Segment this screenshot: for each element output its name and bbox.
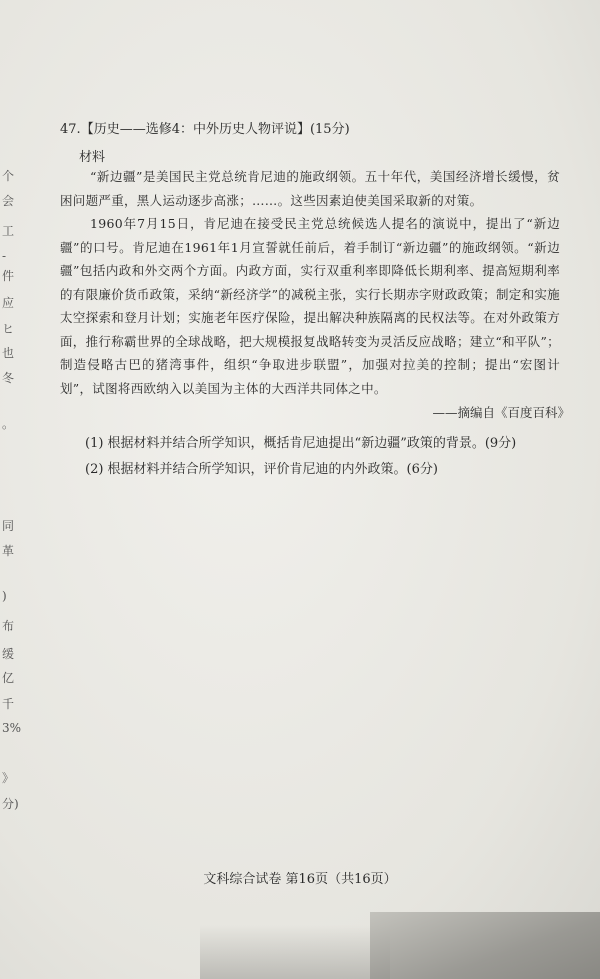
- sub-question-1: (1) 根据材料并结合所学知识，概括肯尼迪提出“新边疆”政策的背景。(9分): [85, 436, 517, 451]
- page-footer: 文科综合试卷 第16页（共16页）: [203, 872, 397, 887]
- edge-fragment: 布: [2, 619, 15, 633]
- material-source: ——摘编自《百度百科》: [432, 405, 570, 420]
- scan-shadow: [200, 925, 390, 979]
- edge-fragment: 也: [2, 346, 15, 360]
- question-number: 47.: [60, 122, 81, 137]
- edge-fragment: 分): [2, 797, 19, 811]
- material-label: 材料: [79, 150, 106, 165]
- edge-fragment: 同: [2, 519, 15, 533]
- edge-fragment: ヒ: [2, 322, 15, 336]
- edge-fragment: 会: [2, 194, 15, 208]
- question-header: [60, 118, 350, 137]
- edge-fragment: 冬: [2, 371, 15, 385]
- edge-fragment: 缓: [2, 647, 15, 661]
- edge-fragment: -: [2, 249, 7, 263]
- edge-fragment: 3%: [2, 721, 22, 735]
- sub-question-2: (2) 根据材料并结合所学知识，评价肯尼迪的内外政策。(6分): [85, 462, 438, 477]
- scan-shadow-corner: [370, 912, 600, 979]
- material-paragraph-1: “新边疆”是美国民主党总统肯尼迪的施政纲领。五十年代，美国经济增长缓慢，贫困问题严重，黑人运动逐步高涨；……。这些因素迫使美国采取新的对策。: [60, 169, 560, 208]
- edge-fragment: 革: [2, 544, 15, 558]
- edge-fragment: 件: [2, 269, 15, 283]
- edge-fragment: 应: [2, 296, 15, 310]
- edge-fragment: ): [2, 589, 7, 603]
- edge-fragment: 千: [2, 697, 15, 711]
- edge-fragment: 》: [2, 771, 15, 785]
- edge-fragment: 工: [2, 224, 15, 238]
- edge-fragment: 。: [2, 417, 15, 431]
- material-paragraph-2: 1960年7月15日，肯尼迪在接受民主党总统候选人提名的演说中，提出了“新边疆”的口号。肯尼迪在1961年1月宣誓就任前后，着手制订“新边疆”的施政纲领。“新边疆”包括内政和外交两个方面。内政方面，实行双重利率即降低长期利率、提高短期利率的有限廉价货币政策，采纳“新经济学”的减税主张，实行长期赤字财政政策；制定和实施太空探索和登月计划；实施老年医疗保险，提出解决种族隔离的民权法等。在对外政策方面，推行称霸世界的全球战略，把大规模报复战略转变为灵活反应战略；建立“和平队”；制造侵略古巴的猪湾事件，组织“争取进步联盟”，加强对拉美的控制；提出“宏图计划”，试图将西欧纳入以美国为主体的大西洋共同体之中。: [60, 216, 560, 396]
- edge-fragment: 亿: [2, 671, 15, 685]
- edge-fragment: 个: [2, 169, 15, 183]
- question-title: 【历史——选修4：中外历史人物评说】(15分): [80, 122, 350, 137]
